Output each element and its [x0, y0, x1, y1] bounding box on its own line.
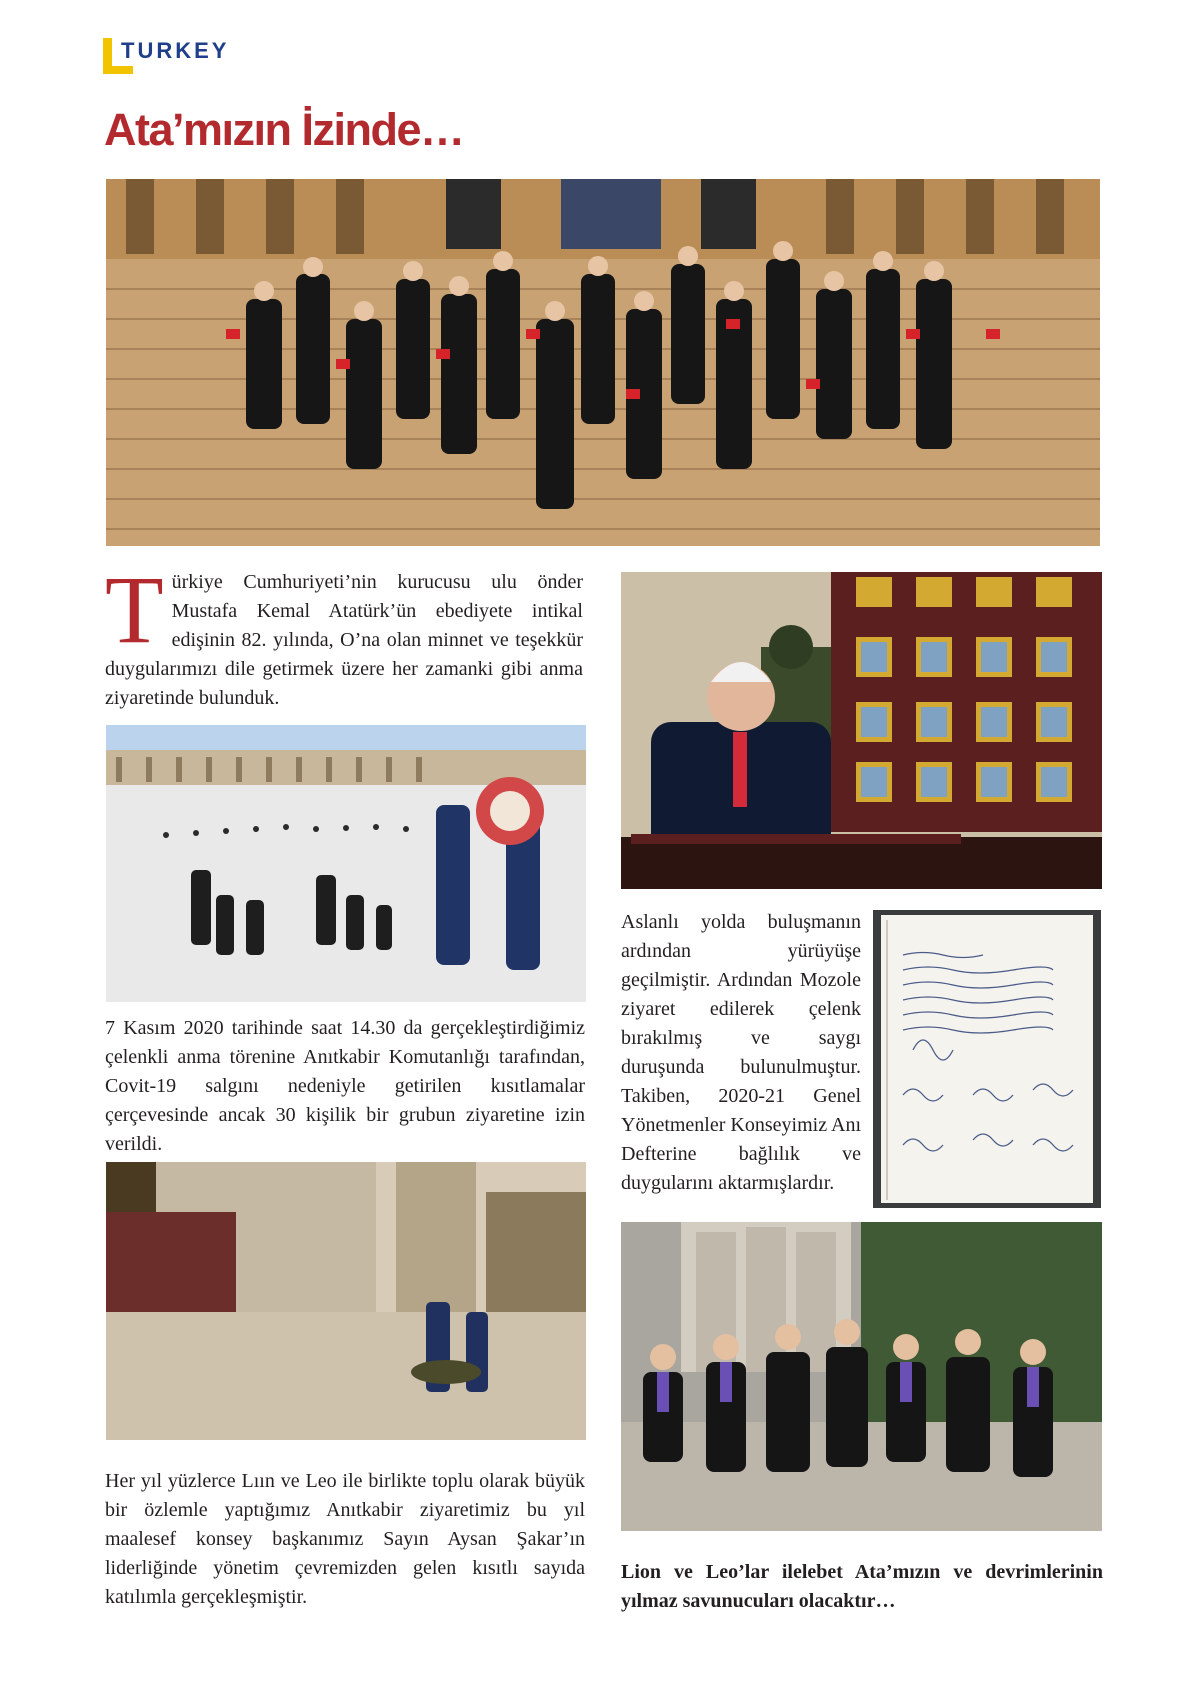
drop-cap: T: [105, 556, 164, 663]
intro-paragraph: [105, 556, 583, 713]
paragraph-annual-visit: Her yıl yüzlerce Lıın ve Leo ile birlikte toplu olarak büyük bir özlemle yaptığımız Anıtkabir ziyaretimiz bu yıl maalesef konsey başkanımız Sayın Aysan Şakar’ın liderliğinde yönetim çevremizden gelen kısıtlı sayıda katılımla gerçekleşmiştir.: [105, 1470, 585, 1608]
photo-memorial-book-page: [873, 910, 1101, 1208]
photo-wreath-procession: [106, 725, 586, 1002]
paragraph-walk: Aslanlı yolda buluşmanın ardından yürüyüşe geçilmiştir. Ardından Mozole ziyaret edilerek çelenk bırakılmış ve saygı duruşunda bulunulmuştur. Takiben, 2020-21 Genel Yönetmenler Konseyimiz Anı Defterine bağlılık ve duygularını aktarmışlardır.: [621, 911, 861, 1194]
photo-signing-book: [621, 572, 1102, 889]
photo-group-on-steps: [106, 179, 1100, 546]
closing-caption: Lion ve Leo’lar ilelebet Ata’mızın ve devrimlerinin yılmaz savunucuları olacaktır…: [621, 1561, 1103, 1612]
intro-text: ürkiye Cumhuriyeti’nin kurucusu ulu önder Mustafa Kemal Atatürk’ün ebediyete intikal edişinin 82. yılında, O’na olan minnet ve teşekkür duygularımızı dile getirmek üzere her zamanki gibi anma ziyaretinde bulunduk.: [105, 571, 583, 709]
page-title: Ata’mızın İzinde…: [104, 104, 464, 155]
photo-mausoleum-interior: [106, 1162, 586, 1440]
photo-group-statues: [621, 1222, 1102, 1531]
section-tag: TURKEY: [121, 38, 230, 63]
paragraph-ceremony: 7 Kasım 2020 tarihinde saat 14.30 da gerçekleştirdiğimiz çelenkli anma törenine Anıtkabir Komutanlığı tarafından, Covit-19 salgını nedeniyle getirilen kısıtlamalar çerçevesinde ancak 30 kişilik bir grubun ziyaretine izin verildi.: [105, 1017, 585, 1155]
